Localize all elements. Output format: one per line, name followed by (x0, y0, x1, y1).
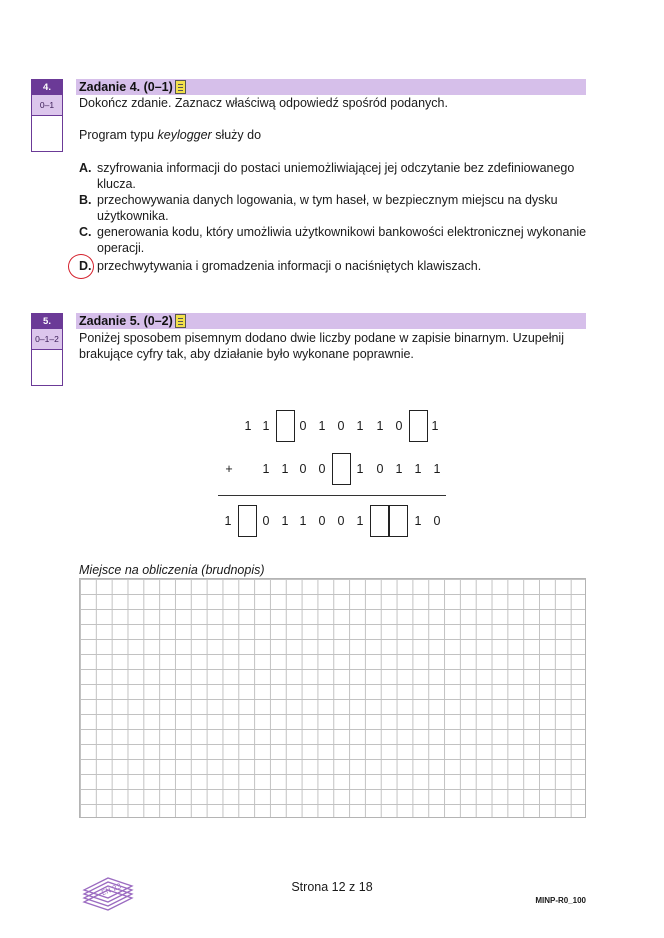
option-c-letter[interactable]: C. (79, 225, 92, 239)
row3-digit: 1 (224, 514, 232, 528)
task4-side-box (31, 79, 63, 152)
row2-digit: 0 (376, 462, 384, 476)
task4-points: 0–1 (32, 95, 62, 116)
option-d-letter[interactable]: D. (79, 259, 92, 273)
option-b-text[interactable] (97, 192, 589, 224)
row1-digit: 0 (299, 419, 307, 433)
row1-blank-cell[interactable] (276, 410, 295, 442)
row2-digit: 1 (356, 462, 364, 476)
option-b-letter[interactable]: B. (79, 193, 92, 207)
row3-digit: 0 (262, 514, 270, 528)
row3-digit: 1 (281, 514, 289, 528)
row1-digit: 1 (262, 419, 270, 433)
row1-digit: 0 (395, 419, 403, 433)
row3-blank-cell[interactable] (238, 505, 257, 537)
option-d-text[interactable]: przechwytywania i gromadzenia informacji o naciśniętych klawiszach. (97, 259, 482, 273)
task4-header (76, 79, 586, 95)
row1-digit: 0 (337, 419, 345, 433)
option-c-text[interactable] (97, 224, 589, 256)
row3-digit: 1 (356, 514, 364, 528)
row3-digit: 0 (433, 514, 441, 528)
task5-header (76, 313, 586, 329)
stem-term: keylogger (157, 128, 212, 142)
row1-digit: 1 (318, 419, 326, 433)
task5-points: 0–1–2 (32, 329, 62, 350)
option-b-line2: użytkownika. (97, 209, 169, 223)
task5-instruction-line2: brakujące cyfry tak, aby działanie było wykonane poprawnie. (79, 347, 414, 361)
row3-digit: 1 (414, 514, 422, 528)
task5-score-field[interactable] (32, 350, 62, 384)
row2-blank-cell[interactable] (332, 453, 351, 485)
stem-before: Program typu (79, 128, 158, 142)
row2-digit: 1 (395, 462, 403, 476)
logo-text: EN 23 (100, 882, 123, 898)
task5-side-box (31, 313, 63, 386)
row2-digit: 1 (262, 462, 270, 476)
scratch-grid[interactable] (79, 578, 586, 818)
option-a-text[interactable] (97, 160, 589, 192)
row2-digit: 0 (299, 462, 307, 476)
task5-number: 5. (32, 314, 62, 329)
answer-circle-mark (68, 254, 94, 279)
row3-digit: 0 (318, 514, 326, 528)
row1-digit: 1 (376, 419, 384, 433)
task5-instruction-line1: Poniżej sposobem pisemnym dodano dwie liczby podane w zapisie binarnym. Uzupełnij (79, 331, 564, 345)
plus-sign: + (225, 462, 233, 476)
option-c-line2: operacji. (97, 241, 145, 255)
row1-digit: 1 (431, 419, 439, 433)
task4-title: Zadanie 4. (0–1) (79, 80, 173, 94)
task4-number: 4. (32, 80, 62, 95)
task4-score-field[interactable] (32, 116, 62, 150)
option-a-line1: szyfrowania informacji do postaci uniemożliwiającej jej odczytanie bez zdefiniowanego (97, 161, 575, 175)
row1-digit: 1 (244, 419, 252, 433)
option-a-letter[interactable]: A. (79, 161, 92, 175)
row3-digit: 1 (299, 514, 307, 528)
task5-title: Zadanie 5. (0–2) (79, 314, 173, 328)
row3-blank-cell[interactable] (370, 505, 389, 537)
option-c-line1: generowania kodu, który umożliwia użytkownikowi bankowości elektronicznej wykonanie (97, 225, 587, 239)
row1-digit: 1 (356, 419, 364, 433)
row2-digit: 1 (281, 462, 289, 476)
option-b-line1: przechowywania danych logowania, w tym haseł, w bezpiecznym miejscu na dysku (97, 193, 558, 207)
scratch-label: Miejsce na obliczenia (brudnopis) (79, 563, 265, 577)
row3-blank-cell[interactable] (389, 505, 408, 537)
stem-after: służy do (211, 128, 262, 142)
task4-instruction: Dokończ zdanie. Zaznacz właściwą odpowiedź spośród podanych. (79, 96, 448, 110)
document-icon (175, 80, 186, 94)
task4-stem (79, 127, 261, 143)
row1-blank-cell[interactable] (409, 410, 428, 442)
row2-digit: 0 (318, 462, 326, 476)
sum-line (218, 495, 446, 496)
document-icon (175, 314, 186, 328)
document-code: MINP-R0_100 (535, 896, 586, 905)
row2-digit: 1 (433, 462, 441, 476)
row3-digit: 0 (337, 514, 345, 528)
option-a-line2: klucza. (97, 177, 136, 191)
row2-digit: 1 (414, 462, 422, 476)
page-number: Strona 12 z 18 (291, 880, 373, 894)
